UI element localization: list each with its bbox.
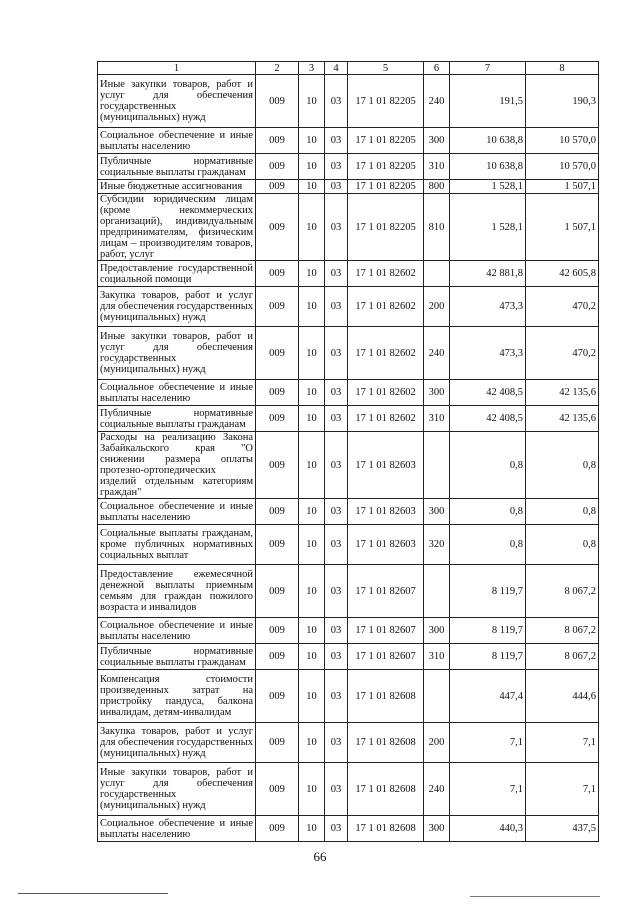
section-cell: 10 [299, 327, 325, 380]
subsection-cell: 03 [325, 816, 348, 842]
target-article-cell: 17 1 01 82608 [348, 763, 424, 816]
section-cell: 10 [299, 499, 325, 525]
amount-year1-cell: 1 528,1 [450, 194, 526, 261]
table-row [98, 128, 599, 154]
amount-year2-cell: 1 507,1 [526, 180, 599, 194]
subsection-cell: 03 [325, 618, 348, 644]
admin-code-cell: 009 [256, 406, 299, 432]
row-name-cell: Компенсация стоимости произведенных затрат на пристройку пандуса, балкона инвалидам, детям-инвалидам [98, 670, 256, 723]
subsection-cell: 03 [325, 432, 348, 499]
table-row [98, 525, 599, 565]
row-name-cell: Иные бюджетные ассигнования [98, 180, 256, 194]
expense-type-cell: 200 [424, 723, 450, 763]
column-header: 6 [424, 62, 450, 75]
admin-code-cell: 009 [256, 154, 299, 180]
section-cell: 10 [299, 75, 325, 128]
admin-code-cell: 009 [256, 432, 299, 499]
expense-type-cell: 240 [424, 75, 450, 128]
expense-type-cell: 810 [424, 194, 450, 261]
subsection-cell: 03 [325, 287, 348, 327]
admin-code-cell: 009 [256, 618, 299, 644]
amount-year2-cell: 470,2 [526, 327, 599, 380]
target-article-cell: 17 1 01 82603 [348, 525, 424, 565]
subsection-cell: 03 [325, 380, 348, 406]
admin-code-cell: 009 [256, 287, 299, 327]
row-name-cell: Социальные выплаты гражданам, кроме публичных нормативных социальных выплат [98, 525, 256, 565]
column-header: 5 [348, 62, 424, 75]
table-row [98, 180, 599, 194]
amount-year1-cell: 42 408,5 [450, 380, 526, 406]
target-article-cell: 17 1 01 82602 [348, 327, 424, 380]
column-header: 7 [450, 62, 526, 75]
target-article-cell: 17 1 01 82602 [348, 380, 424, 406]
admin-code-cell: 009 [256, 261, 299, 287]
section-cell: 10 [299, 565, 325, 618]
section-cell: 10 [299, 525, 325, 565]
target-article-cell: 17 1 01 82607 [348, 644, 424, 670]
table-row [98, 644, 599, 670]
section-cell: 10 [299, 154, 325, 180]
amount-year2-cell: 8 067,2 [526, 565, 599, 618]
target-article-cell: 17 1 01 82602 [348, 261, 424, 287]
section-cell: 10 [299, 261, 325, 287]
amount-year2-cell: 0,8 [526, 499, 599, 525]
admin-code-cell: 009 [256, 565, 299, 618]
expense-type-cell: 240 [424, 327, 450, 380]
scan-edge-line [470, 896, 600, 897]
admin-code-cell: 009 [256, 763, 299, 816]
expense-type-cell: 200 [424, 287, 450, 327]
subsection-cell: 03 [325, 406, 348, 432]
amount-year1-cell: 191,5 [450, 75, 526, 128]
expense-type-cell: 300 [424, 618, 450, 644]
subsection-cell: 03 [325, 154, 348, 180]
target-article-cell: 17 1 01 82205 [348, 194, 424, 261]
admin-code-cell: 009 [256, 380, 299, 406]
table-row [98, 287, 599, 327]
amount-year1-cell: 1 528,1 [450, 180, 526, 194]
amount-year1-cell: 0,8 [450, 432, 526, 499]
budget-table [97, 61, 599, 842]
amount-year2-cell: 8 067,2 [526, 644, 599, 670]
section-cell: 10 [299, 287, 325, 327]
row-name-cell: Социальное обеспечение и иные выплаты населению [98, 128, 256, 154]
table-header-row [98, 62, 599, 75]
expense-type-cell: 300 [424, 499, 450, 525]
amount-year1-cell: 473,3 [450, 287, 526, 327]
amount-year1-cell: 8 119,7 [450, 565, 526, 618]
target-article-cell: 17 1 01 82607 [348, 618, 424, 644]
column-header: 3 [299, 62, 325, 75]
table-row [98, 327, 599, 380]
expense-type-cell: 310 [424, 644, 450, 670]
amount-year2-cell: 8 067,2 [526, 618, 599, 644]
admin-code-cell: 009 [256, 75, 299, 128]
section-cell: 10 [299, 180, 325, 194]
row-name-cell: Предоставление ежемесячной денежной выплаты приемным семьям для граждан пожилого возраста и инвалидов [98, 565, 256, 618]
section-cell: 10 [299, 194, 325, 261]
target-article-cell: 17 1 01 82205 [348, 128, 424, 154]
row-name-cell: Социальное обеспечение и иные выплаты населению [98, 816, 256, 842]
table-row [98, 670, 599, 723]
amount-year1-cell: 8 119,7 [450, 644, 526, 670]
amount-year2-cell: 10 570,0 [526, 154, 599, 180]
amount-year1-cell: 10 638,8 [450, 154, 526, 180]
subsection-cell: 03 [325, 180, 348, 194]
amount-year2-cell: 0,8 [526, 525, 599, 565]
table-row [98, 816, 599, 842]
column-header: 8 [526, 62, 599, 75]
subsection-cell: 03 [325, 670, 348, 723]
table-row [98, 763, 599, 816]
subsection-cell: 03 [325, 499, 348, 525]
amount-year2-cell: 42 135,6 [526, 406, 599, 432]
table-row [98, 380, 599, 406]
row-name-cell: Публичные нормативные социальные выплаты гражданам [98, 644, 256, 670]
section-cell: 10 [299, 763, 325, 816]
row-name-cell: Иные закупки товаров, работ и услуг для обеспечения государственных (муниципальных) нужд [98, 75, 256, 128]
admin-code-cell: 009 [256, 723, 299, 763]
admin-code-cell: 009 [256, 499, 299, 525]
section-cell: 10 [299, 406, 325, 432]
table-row [98, 406, 599, 432]
section-cell: 10 [299, 644, 325, 670]
expense-type-cell [424, 432, 450, 499]
amount-year1-cell: 0,8 [450, 499, 526, 525]
expense-type-cell: 300 [424, 816, 450, 842]
admin-code-cell: 009 [256, 128, 299, 154]
amount-year2-cell: 42 135,6 [526, 380, 599, 406]
subsection-cell: 03 [325, 723, 348, 763]
subsection-cell: 03 [325, 565, 348, 618]
table-row [98, 565, 599, 618]
amount-year1-cell: 42 881,8 [450, 261, 526, 287]
expense-type-cell [424, 670, 450, 723]
page-number: 66 [313, 849, 327, 864]
row-name-cell: Социальное обеспечение и иные выплаты населению [98, 499, 256, 525]
target-article-cell: 17 1 01 82602 [348, 287, 424, 327]
row-name-cell: Закупка товаров, работ и услуг для обеспечения государственных (муниципальных) нужд [98, 287, 256, 327]
amount-year2-cell: 42 605,8 [526, 261, 599, 287]
column-header: 4 [325, 62, 348, 75]
table-row [98, 261, 599, 287]
table-row [98, 154, 599, 180]
amount-year2-cell: 1 507,1 [526, 194, 599, 261]
subsection-cell: 03 [325, 128, 348, 154]
column-header: 2 [256, 62, 299, 75]
expense-type-cell: 310 [424, 154, 450, 180]
expense-type-cell: 800 [424, 180, 450, 194]
amount-year2-cell: 7,1 [526, 723, 599, 763]
admin-code-cell: 009 [256, 180, 299, 194]
amount-year1-cell: 473,3 [450, 327, 526, 380]
row-name-cell: Иные закупки товаров, работ и услуг для обеспечения государственных (муниципальных) нужд [98, 327, 256, 380]
row-name-cell: Закупка товаров, работ и услуг для обеспечения государственных (муниципальных) нужд [98, 723, 256, 763]
admin-code-cell: 009 [256, 670, 299, 723]
amount-year1-cell: 10 638,8 [450, 128, 526, 154]
amount-year1-cell: 7,1 [450, 723, 526, 763]
amount-year1-cell: 42 408,5 [450, 406, 526, 432]
target-article-cell: 17 1 01 82607 [348, 565, 424, 618]
table-row [98, 723, 599, 763]
amount-year2-cell: 7,1 [526, 763, 599, 816]
section-cell: 10 [299, 816, 325, 842]
row-name-cell: Расходы на реализацию Закона Забайкальского края "О снижении размера оплаты протезно-ортопедических изделий отдельным категориям граждан" [98, 432, 256, 499]
amount-year2-cell: 444,6 [526, 670, 599, 723]
target-article-cell: 17 1 01 82608 [348, 670, 424, 723]
expense-type-cell: 310 [424, 406, 450, 432]
row-name-cell: Предоставление государственной социальной помощи [98, 261, 256, 287]
subsection-cell: 03 [325, 644, 348, 670]
expense-type-cell [424, 261, 450, 287]
subsection-cell: 03 [325, 763, 348, 816]
amount-year2-cell: 470,2 [526, 287, 599, 327]
admin-code-cell: 009 [256, 327, 299, 380]
row-name-cell: Публичные нормативные социальные выплаты гражданам [98, 154, 256, 180]
target-article-cell: 17 1 01 82205 [348, 75, 424, 128]
row-name-cell: Публичные нормативные социальные выплаты гражданам [98, 406, 256, 432]
table-row [98, 499, 599, 525]
expense-type-cell: 300 [424, 128, 450, 154]
subsection-cell: 03 [325, 75, 348, 128]
expense-type-cell [424, 565, 450, 618]
column-header: 1 [98, 62, 256, 75]
section-cell: 10 [299, 723, 325, 763]
amount-year2-cell: 190,3 [526, 75, 599, 128]
amount-year1-cell: 447,4 [450, 670, 526, 723]
admin-code-cell: 009 [256, 816, 299, 842]
subsection-cell: 03 [325, 194, 348, 261]
amount-year2-cell: 437,5 [526, 816, 599, 842]
table-row [98, 618, 599, 644]
section-cell: 10 [299, 432, 325, 499]
amount-year1-cell: 7,1 [450, 763, 526, 816]
section-cell: 10 [299, 670, 325, 723]
target-article-cell: 17 1 01 82608 [348, 723, 424, 763]
target-article-cell: 17 1 01 82608 [348, 816, 424, 842]
target-article-cell: 17 1 01 82603 [348, 499, 424, 525]
expense-type-cell: 240 [424, 763, 450, 816]
row-name-cell: Субсидии юридическим лицам (кроме некоммерческих организаций), индивидуальным предпринимателям, физическим лицам – производителям товаров, работ, услуг [98, 194, 256, 261]
target-article-cell: 17 1 01 82603 [348, 432, 424, 499]
subsection-cell: 03 [325, 525, 348, 565]
section-cell: 10 [299, 128, 325, 154]
section-cell: 10 [299, 380, 325, 406]
target-article-cell: 17 1 01 82205 [348, 154, 424, 180]
row-name-cell: Социальное обеспечение и иные выплаты населению [98, 380, 256, 406]
amount-year1-cell: 440,3 [450, 816, 526, 842]
subsection-cell: 03 [325, 261, 348, 287]
target-article-cell: 17 1 01 82602 [348, 406, 424, 432]
section-cell: 10 [299, 618, 325, 644]
row-name-cell: Социальное обеспечение и иные выплаты населению [98, 618, 256, 644]
row-name-cell: Иные закупки товаров, работ и услуг для обеспечения государственных (муниципальных) нужд [98, 763, 256, 816]
admin-code-cell: 009 [256, 644, 299, 670]
amount-year2-cell: 10 570,0 [526, 128, 599, 154]
amount-year1-cell: 0,8 [450, 525, 526, 565]
subsection-cell: 03 [325, 327, 348, 380]
admin-code-cell: 009 [256, 194, 299, 261]
scan-edge-line [18, 893, 168, 894]
table-row [98, 432, 599, 499]
amount-year2-cell: 0,8 [526, 432, 599, 499]
amount-year1-cell: 8 119,7 [450, 618, 526, 644]
admin-code-cell: 009 [256, 525, 299, 565]
table-row [98, 194, 599, 261]
table-row [98, 75, 599, 128]
expense-type-cell: 300 [424, 380, 450, 406]
expense-type-cell: 320 [424, 525, 450, 565]
table-body [98, 75, 599, 842]
target-article-cell: 17 1 01 82205 [348, 180, 424, 194]
